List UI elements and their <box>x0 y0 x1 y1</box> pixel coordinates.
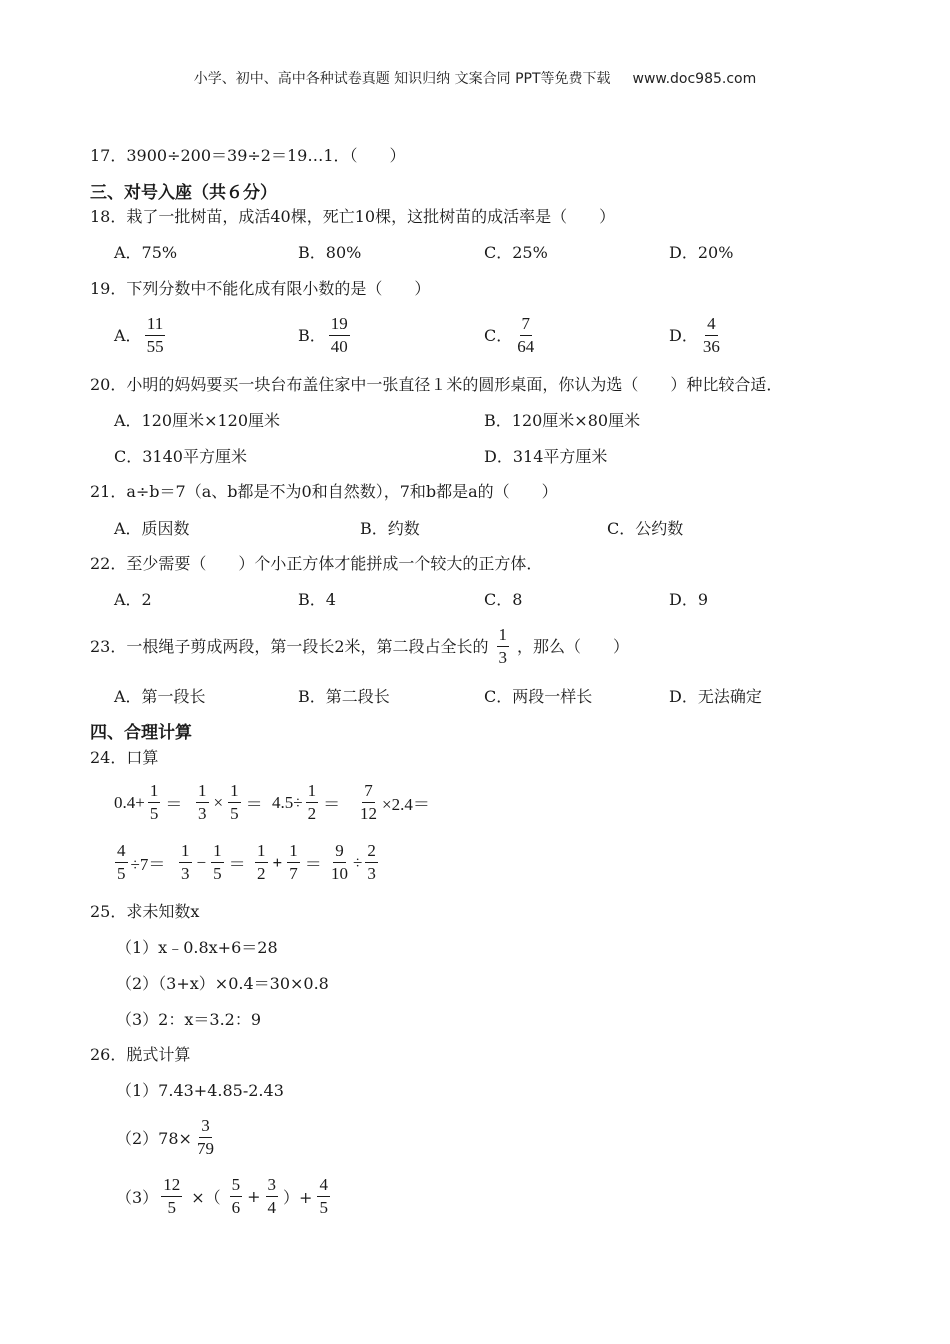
numerator: 1 <box>497 625 510 647</box>
q23-text-after: ，那么（ ） <box>517 636 630 656</box>
denominator: 5 <box>230 804 239 823</box>
numerator: 1 <box>179 841 192 863</box>
denominator: 6 <box>231 1198 241 1217</box>
question-17 <box>90 144 406 168</box>
expr-operator: × <box>213 792 224 812</box>
denominator: 7 <box>289 864 298 883</box>
question-19: 19．下列分数中不能化成有限小数的是（ ） <box>90 279 431 298</box>
numerator: 7 <box>520 314 533 336</box>
denominator: 64 <box>517 337 535 356</box>
header-site: www.doc985.com <box>632 71 757 87</box>
expr-fraction <box>358 781 379 824</box>
denominator: 3 <box>198 804 207 823</box>
denominator: 12 <box>360 804 377 823</box>
numerator: 1 <box>196 781 209 803</box>
numerator: 9 <box>333 841 346 863</box>
denominator: 4 <box>267 1198 277 1217</box>
expr-suffix: ＝ <box>323 795 341 814</box>
q18-option-a: A．75% <box>114 243 178 262</box>
q19-option-a-fraction <box>145 314 166 357</box>
q24-row1-expr4 <box>355 781 430 824</box>
expr-suffix: ＝ <box>245 795 263 814</box>
q23-option-d: D．无法确定 <box>669 687 762 706</box>
q26-item-1: （1）7.43+4.85-2.43 <box>116 1081 284 1100</box>
denominator: 2 <box>307 804 317 823</box>
q24-row1-expr3 <box>272 781 342 824</box>
numerator: 1 <box>228 781 241 803</box>
denominator: 36 <box>702 337 720 356</box>
q19-option-c-fraction <box>515 314 536 357</box>
denominator: 3 <box>498 648 508 667</box>
expr-middle-2: ）+ <box>283 1188 313 1207</box>
denominator: 40 <box>330 337 348 356</box>
numerator: 1 <box>148 781 161 803</box>
expr-prefix: （2）78× <box>116 1129 192 1148</box>
expr-fraction-1 <box>179 841 192 884</box>
expr-suffix: ÷7＝ <box>130 855 166 874</box>
q23-text-before: 23．一根绳子剪成两段，第一段长2米，第二段占全长的 <box>90 636 489 656</box>
expr-fraction-2 <box>287 841 300 884</box>
expr-prefix: 4.5÷ <box>272 792 303 812</box>
numerator: 7 <box>362 781 375 803</box>
q26-item-3 <box>116 1175 333 1218</box>
q21-option-b: B．约数 <box>360 519 420 538</box>
question-20: 20．小明的妈妈要买一块台布盖住家中一张直径１米的圆形桌面，你认为选（ ）种比较合适． <box>90 375 783 394</box>
q23-option-a: A．第一段长 <box>114 687 206 706</box>
numerator: 1 <box>255 841 268 863</box>
numerator: 4 <box>317 1175 330 1197</box>
numerator: 5 <box>230 1175 243 1197</box>
denominator: 3 <box>181 864 190 883</box>
q24-row2-expr3 <box>252 841 324 884</box>
q24-row2-expr1 <box>112 841 165 884</box>
numerator: 1 <box>287 841 300 863</box>
expr-fraction-2 <box>365 841 378 884</box>
numerator: 11 <box>145 314 165 336</box>
q25-item-1: （1）x﹣0.8x+6＝28 <box>116 938 278 957</box>
expr-fraction-2 <box>211 841 224 884</box>
expr-suffix: ＝ <box>165 795 183 814</box>
expr-fraction-2 <box>230 1175 243 1218</box>
q19-option-a <box>114 314 169 357</box>
numerator: 2 <box>365 841 378 863</box>
q23-option-b: B．第二段长 <box>298 687 390 706</box>
q22-option-a: A．2 <box>114 590 152 609</box>
expr-operator: + <box>272 852 283 872</box>
expr-middle-1: ×（ <box>191 1188 221 1207</box>
question-25: 25．求未知数x <box>90 902 200 921</box>
expr-prefix: （3） <box>116 1188 159 1207</box>
numerator: 1 <box>211 841 224 863</box>
q24-row2-expr4 <box>326 841 381 884</box>
expr-prefix: 0.4+ <box>114 792 145 812</box>
q21-option-c: C．公约数 <box>607 519 684 538</box>
expr-fraction <box>195 1116 216 1159</box>
q24-row2-expr2 <box>176 841 248 884</box>
numerator: 3 <box>199 1116 212 1138</box>
expr-fraction <box>115 841 128 884</box>
numerator: 4 <box>705 314 718 336</box>
q23-option-c: C．两段一样长 <box>484 687 593 706</box>
expr-fraction <box>306 781 319 824</box>
q19-option-d-label: D． <box>669 325 698 345</box>
q19-option-d <box>669 314 725 357</box>
numerator: 19 <box>329 314 350 336</box>
denominator: 5 <box>117 864 126 883</box>
q19-option-b-label: B． <box>298 325 326 345</box>
expr-fraction <box>148 781 161 824</box>
expr-fraction-1 <box>196 781 209 824</box>
denominator: 2 <box>257 864 266 883</box>
numerator: 1 <box>306 781 319 803</box>
header-text: 小学、初中、高中各种试卷真题 知识归纳 文案合同 PPT等免费下载 <box>193 71 611 87</box>
page-header <box>0 68 950 88</box>
denominator: 5 <box>213 864 222 883</box>
expr-operator: ÷ <box>353 852 363 872</box>
expr-fraction-1 <box>161 1175 182 1218</box>
expr-suffix: ＝ <box>228 855 246 874</box>
expr-suffix: ＝ <box>304 855 322 874</box>
expr-operator: + <box>247 1187 261 1206</box>
expr-fraction-4 <box>317 1175 330 1218</box>
denominator: 79 <box>196 1139 214 1158</box>
q20-option-c: C．3140平方厘米 <box>114 447 247 466</box>
q24-row1-expr2 <box>193 781 265 824</box>
q19-option-b-fraction <box>329 314 350 357</box>
expr-suffix: ×2.4＝ <box>382 795 430 814</box>
q17-text: 3900÷200＝39÷2＝19…1．（ ） <box>126 146 406 165</box>
denominator: 5 <box>149 804 159 823</box>
question-18: 18．栽了一批树苗，成活40棵，死亡10棵，这批树苗的成活率是（ ） <box>90 207 616 226</box>
q25-item-2: （2）（3+x）×0.4＝30×0.8 <box>116 974 329 993</box>
question-24: 24．口算 <box>90 748 159 767</box>
expr-fraction-3 <box>266 1175 279 1218</box>
q20-option-a: A．120厘米×120厘米 <box>114 411 281 430</box>
denominator: 5 <box>319 1198 328 1217</box>
q19-option-b <box>298 314 353 357</box>
q19-option-c <box>484 314 539 357</box>
q18-option-b: B．80% <box>298 243 362 262</box>
q25-item-3: （3）2：x＝3.2：9 <box>116 1010 262 1029</box>
question-23 <box>90 625 629 668</box>
q20-option-d: D．314平方厘米 <box>484 447 608 466</box>
q19-option-d-fraction <box>701 314 722 357</box>
q21-option-a: A．质因数 <box>114 519 190 538</box>
denominator: 55 <box>146 337 164 356</box>
section-4-title: 四、合理计算 <box>90 723 192 743</box>
q22-option-b: B．4 <box>298 590 336 609</box>
expr-operator: − <box>196 852 207 872</box>
q22-option-d: D．9 <box>669 590 709 609</box>
expr-fraction-1 <box>255 841 268 884</box>
numerator: 3 <box>266 1175 279 1197</box>
q26-item-2 <box>116 1116 219 1159</box>
denominator: 10 <box>331 864 348 883</box>
numerator: 12 <box>161 1175 182 1197</box>
q18-option-c: C．25% <box>484 243 548 262</box>
q18-option-d: D．20% <box>669 243 734 262</box>
q19-option-a-label: A． <box>114 325 142 345</box>
expr-fraction-1 <box>329 841 350 884</box>
q22-option-c: C．8 <box>484 590 523 609</box>
question-21: 21．a÷b＝7（a、b都是不为0和自然数），7和b都是a的（ ） <box>90 482 558 501</box>
q23-fraction <box>497 625 510 668</box>
question-26: 26．脱式计算 <box>90 1045 191 1064</box>
q17-number: 17． <box>90 146 127 165</box>
denominator: 3 <box>367 864 376 883</box>
denominator: 5 <box>167 1198 176 1217</box>
numerator: 4 <box>115 841 128 863</box>
q19-option-c-label: C． <box>484 325 513 345</box>
q24-row1-expr1 <box>114 781 184 824</box>
q20-option-b: B．120厘米×80厘米 <box>484 411 641 430</box>
expr-fraction-2 <box>228 781 241 824</box>
question-22: 22．至少需要（ ）个小正方体才能拼成一个较大的正方体． <box>90 554 543 573</box>
section-3-title: 三、对号入座（共６分） <box>90 183 277 203</box>
